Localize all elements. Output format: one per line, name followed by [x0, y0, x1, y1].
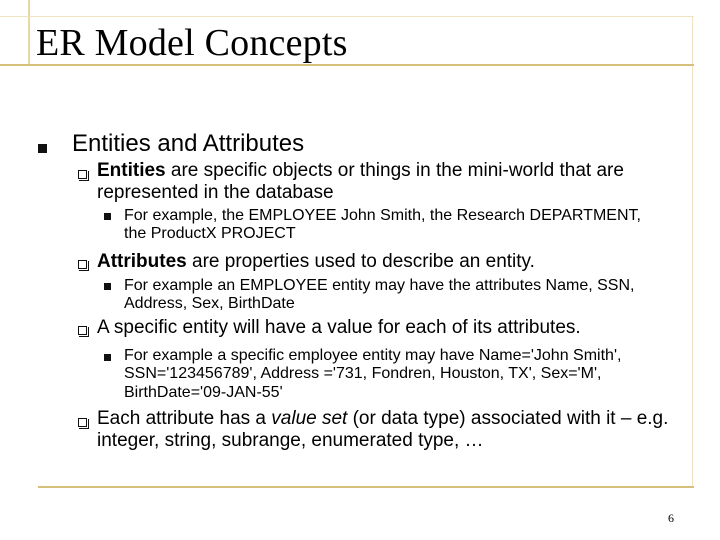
level1-bullet-icon [38, 144, 47, 153]
entity-values-statement: A specific entity will have a value for each of its attributes. [97, 317, 581, 338]
level3-bullet-icon [104, 283, 111, 290]
entities-definition-text: are specific objects or things in the mini-world that are represented in the database [97, 160, 624, 203]
title-accent-line [28, 0, 30, 64]
entities-example: For example, the EMPLOYEE John Smith, the Research DEPARTMENT, the ProductX PROJECT [124, 207, 641, 243]
level3-bullet-icon [104, 213, 111, 220]
level3-bullet-icon [104, 354, 111, 361]
level2-bullet-icon [78, 170, 87, 179]
attributes-term: Attributes [97, 251, 187, 272]
value-set-pre: Each attribute has a [97, 408, 272, 429]
title-underline-rule [0, 64, 694, 66]
slide-title: ER Model Concepts [36, 22, 348, 64]
footer-rule [38, 486, 694, 488]
attributes-definition-text: are properties used to describe an entity. [186, 251, 535, 272]
level2-bullet-icon [78, 260, 87, 269]
entities-definition [97, 160, 687, 204]
value-set-statement [97, 408, 672, 452]
value-set-post: (or data type) associated with it – e.g. integer, string, subrange, enumerated type, … [97, 408, 669, 451]
attributes-definition [97, 251, 687, 273]
title-top-rule [0, 16, 694, 17]
item-entities-and-attributes: Entities and Attributes [72, 130, 305, 157]
entity-values-example: For example a specific employee entity may have Name='John Smith', SSN='123456789', Address ='731, Fondren, Houston, TX', Sex='M', BirthDate='09-JAN-55' [124, 347, 622, 401]
level2-bullet-icon [78, 418, 87, 427]
attributes-example: For example an EMPLOYEE entity may have the attributes Name, SSN, Address, Sex, BirthDate [124, 277, 635, 313]
right-border-line [692, 16, 693, 486]
level2-bullet-icon [78, 326, 87, 335]
entities-term: Entities [97, 160, 166, 181]
page-number: 6 [668, 511, 674, 525]
value-set-term: value set [271, 408, 348, 429]
